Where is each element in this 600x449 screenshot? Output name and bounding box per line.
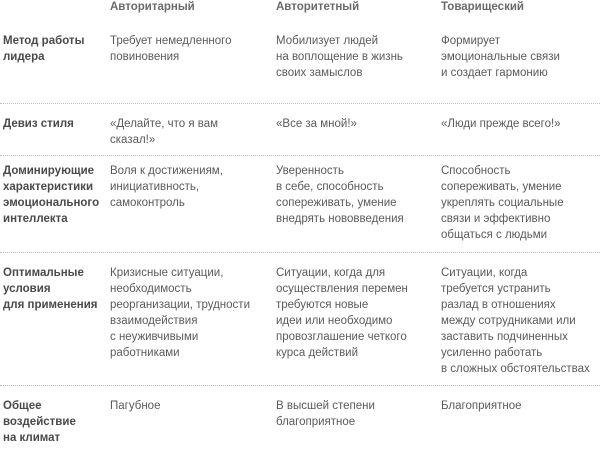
- row-divider: [0, 252, 600, 253]
- column-header-authoritative: Авторитетный: [276, 1, 360, 13]
- table-cell: Формирует эмоциональные связи и создает гармонию: [441, 35, 560, 79]
- table-cell: «Люди прежде всего!»: [441, 118, 561, 130]
- table-cell: Ситуации, когда требуется устранить разлад в отношениях между сотрудниками или заставить подчиненных усиленно работать в сложных обстоятельствах: [441, 267, 590, 375]
- table-cell: «Все за мной!»: [276, 118, 357, 130]
- row-label: Метод работы лидера: [3, 35, 85, 63]
- row-divider: [0, 385, 600, 386]
- row-divider: [0, 103, 600, 104]
- table-cell: Воля к достижениям, инициативность, самоконтроль: [110, 165, 223, 209]
- row-label: Доминирующие характеристики эмоционального интеллекта: [3, 165, 100, 225]
- table-cell: Уверенность в себе, способность сопереживать, умение внедрять нововведения: [276, 165, 404, 225]
- table-cell: Мобилизует людей на воплощение в жизнь своих замыслов: [276, 35, 403, 79]
- column-header-authoritarian: Авторитарный: [110, 1, 195, 13]
- table-cell: Ситуации, когда для осуществления перемен требуются новые идеи или необходимо провозглашение четкого курса действий: [276, 267, 408, 359]
- table-cell: Благоприятное: [441, 400, 522, 412]
- table-cell: Пагубное: [110, 400, 161, 412]
- table-cell: Требует немедленного повиновения: [110, 35, 232, 63]
- row-divider: [0, 155, 600, 156]
- row-label: Девиз стиля: [3, 118, 74, 130]
- table-cell: Способность сопереживать, умение укреплять социальные связи и эффективно общаться с людьми: [441, 165, 564, 241]
- table-cell: В высшей степени благоприятное: [276, 400, 375, 428]
- table-cell: Кризисные ситуации, необходимость реорганизации, трудности взаимодействия с неуживчивыми работниками: [110, 267, 250, 359]
- row-label: Общее воздействие на климат: [3, 400, 76, 444]
- row-label: Оптимальные условия для применения: [3, 267, 98, 311]
- column-header-affiliative: Товарищеский: [441, 1, 524, 13]
- table-cell: «Делайте, что я вам сказал!»: [110, 118, 219, 146]
